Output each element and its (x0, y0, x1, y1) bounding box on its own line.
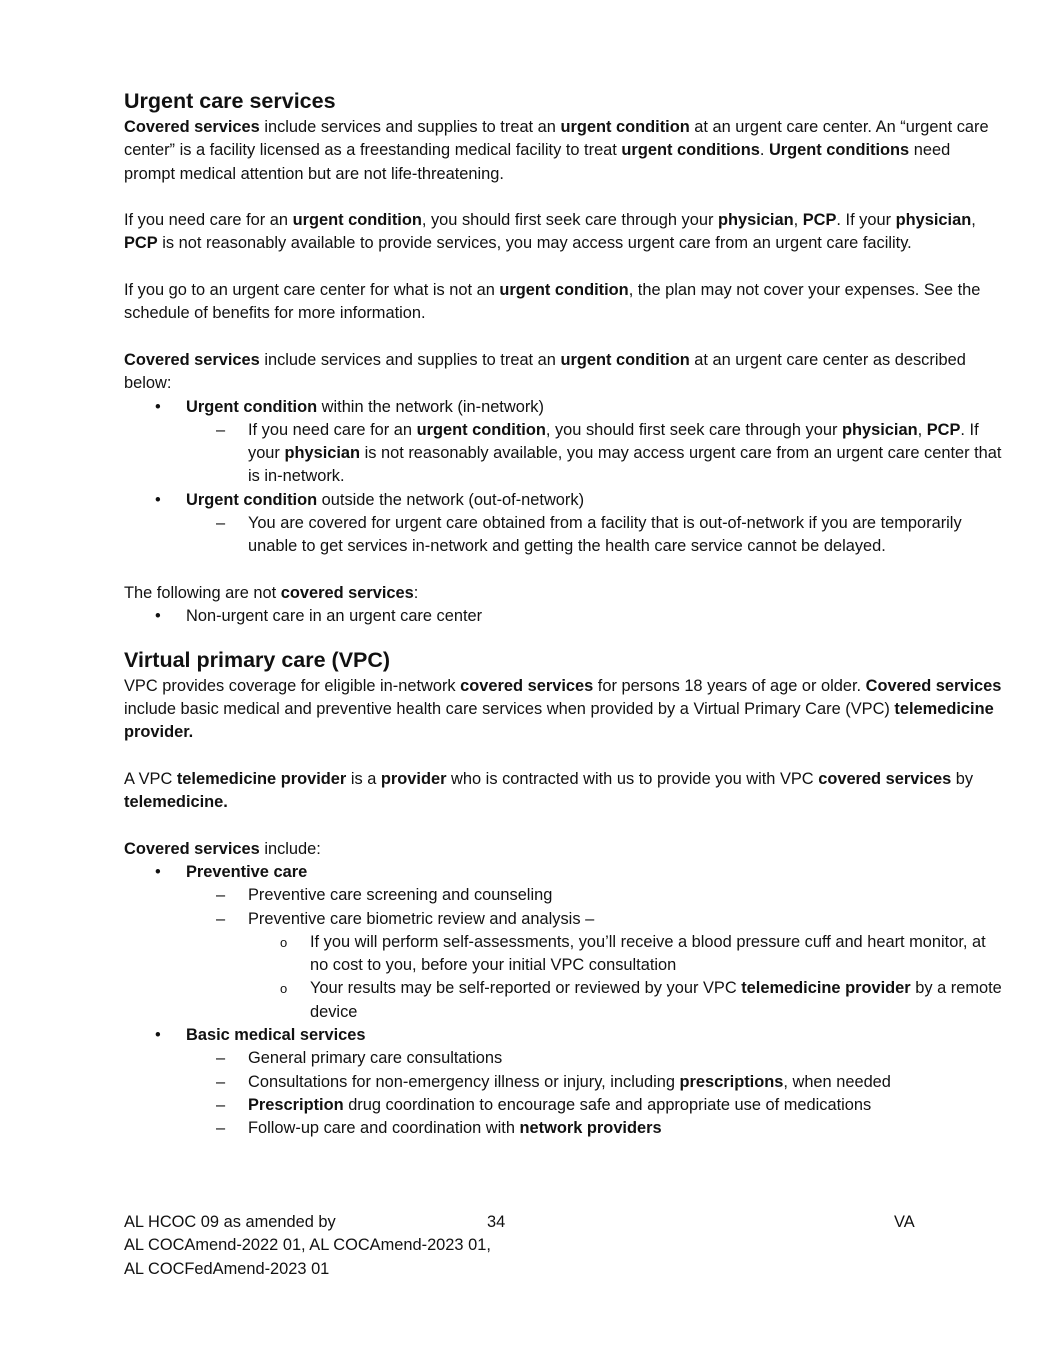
circle-bullet-icon: o (280, 934, 288, 950)
footer-form-ids: AL HCOC 09 as amended by AL COCAmend-2022 01, AL COCAmend-2023 01, AL COCFedAmend-2023 01 (124, 1213, 491, 1278)
list-item: – Follow-up care and coordination with network providers (186, 1117, 1004, 1140)
dash-icon: – (216, 909, 226, 928)
urgent-care-heading: Urgent care services (124, 89, 336, 113)
list-item: – If you need care for an urgent condition, you should first seek care through your physician, PCP. If your physician is not reasonably available, you may access urgent care from an urgent care center that is in-network. (216, 420, 1002, 486)
urgent-condition-list (124, 396, 1004, 559)
list-item: • Urgent condition outside the network (out-of-network) – You are covered for urgent care obtained from a facility that is out-of-network if you are temporarily unable to get services in-network and getting the health care service cannot be delayed. (124, 489, 1004, 559)
circle-bullet-icon: o (280, 981, 288, 997)
page-number: 34 (487, 1213, 506, 1231)
document-page (124, 86, 1004, 1140)
bullet-icon: • (155, 607, 161, 626)
vpc-heading: Virtual primary care (VPC) (124, 647, 391, 672)
not-covered-intro: The following are not covered services: (124, 583, 419, 602)
vpc-intro: VPC provides coverage for eligible in-network covered services for persons 18 years of age or older. Covered services include basic medical and preventive health care services when provided by a Virtual Primary Care (VPC) telemedicine provider. (124, 676, 1002, 742)
bullet-icon: • (155, 490, 161, 509)
vpc-provider-paragraph: A VPC telemedicine provider is a provider who is contracted with us to provide you with VPC covered services by telemedicine. (124, 769, 974, 812)
footer-state: VA (894, 1213, 915, 1231)
vpc-covered-intro: Covered services include: (124, 839, 321, 858)
dash-icon: – (216, 1119, 226, 1138)
list-item: o Your results may be self-reported or reviewed by your VPC telemedicine provider by a remote device (280, 979, 1002, 1021)
list-item: – Preventive care biometric review and analysis – o If you will perform self-assessments, you’ll receive a blood pressure cuff and heart monitor, at no cost to you, before your initial VPC consultation o Your results may be self-reported or reviewed by your VPC telemedicine provider by a remote device (186, 908, 1004, 1024)
list-item: – General primary care consultations (186, 1047, 1004, 1070)
not-covered-list (124, 605, 1004, 628)
bullet-icon: • (155, 397, 161, 416)
urgent-care-intro: Covered services include services and supplies to treat an urgent condition at an urgent care center. An “urgent care center” is a facility licensed as a freestanding medical facility to treat urgent conditions. Urgent conditions need prompt medical attention but are not life-threatening. (124, 118, 989, 183)
dash-icon: – (216, 514, 226, 533)
bullet-icon: • (155, 862, 161, 881)
list-item: • Preventive care – Preventive care screening and counseling – Preventive care biometric review and analysis – o If you will perform self-assessments, you’ll receive a blood pressure cuff and heart monitor, at no cost to you, before your initial VPC consultation o Your results may be self-reported or reviewed by your VPC telemedicine provider by a remote device (124, 861, 1004, 1024)
urgent-care-pcp-paragraph: If you need care for an urgent condition, you should first seek care through your physician, PCP. If your physician, PCP is not reasonably available to provide services, you may access urgent care from an urgent care facility. (124, 211, 976, 253)
list-item: • Non-urgent care in an urgent care center (124, 605, 1004, 628)
dash-icon: – (216, 420, 226, 439)
dash-icon: – (216, 1072, 226, 1091)
list-item: • Urgent condition within the network (in-network) – If you need care for an urgent condition, you should first seek care through your physician, PCP. If your physician is not reasonably available, you may access urgent care from an urgent care center that is in-network. (124, 396, 1004, 489)
list-item: • Basic medical services – General primary care consultations – Consultations for non-emergency illness or injury, including prescriptions, when needed – Prescription drug coordination to encourage safe and appropriate use of medications – Follow-up care and coordination with network providers (124, 1024, 1004, 1140)
list-item: – Prescription drug coordination to encourage safe and appropriate use of medications (186, 1094, 1004, 1117)
dash-icon: – (216, 1049, 226, 1068)
urgent-care-described-paragraph: Covered services include services and supplies to treat an urgent condition at an urgent care center as described below: (124, 350, 966, 393)
list-item: – Consultations for non-emergency illness or injury, including prescriptions, when needed (186, 1071, 1004, 1094)
urgent-care-expenses-paragraph: If you go to an urgent care center for what is not an urgent condition, the plan may not cover your expenses. See the schedule of benefits for more information. (124, 281, 981, 323)
list-item: – Preventive care screening and counseling (186, 884, 1004, 907)
list-item: – You are covered for urgent care obtained from a facility that is out-of-network if you are temporarily unable to get services in-network and getting the health care service cannot be delayed. (216, 514, 962, 556)
dash-icon: – (216, 886, 226, 905)
bullet-icon: • (155, 1025, 161, 1044)
dash-icon: – (216, 1095, 226, 1114)
vpc-covered-list (124, 861, 1004, 1141)
list-item: o If you will perform self-assessments, you’ll receive a blood pressure cuff and heart monitor, at no cost to you, before your initial VPC consultation (280, 932, 986, 975)
